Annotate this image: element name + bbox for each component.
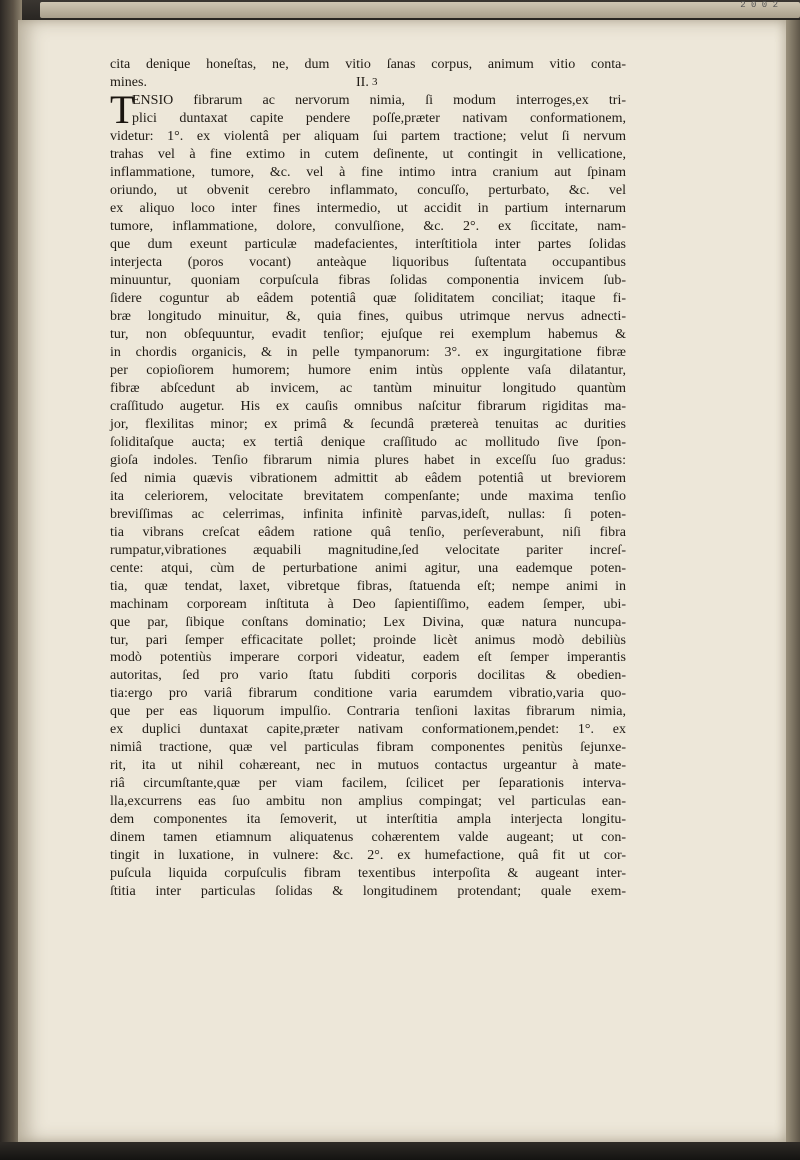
text-line: ita celeriorem, velocitate brevitatem compenſante; unde maxima tenſio bbox=[110, 488, 626, 504]
section-number: II. bbox=[356, 74, 369, 90]
text-line: tia:ergo pro variâ fibrarum conditione varia earumdem vibratio,varia quo- bbox=[110, 686, 626, 702]
text-line: minuuntur, quoniam corpuſcula fibras ſolidas componentia invicem ſub- bbox=[110, 272, 626, 288]
text-line: dinem tamen etiamnum aliquatenus cohærentem valde augeant; ut con- bbox=[110, 830, 626, 846]
text-line: videtur: 1°. ex violentâ per aliquam ſui partem tractione; velut ſi nervum bbox=[110, 128, 626, 144]
text-line: bræ longitudo minuitur, &, quia fines, quibus utrimque nervus adnecti- bbox=[110, 308, 626, 324]
text-line: rumpatur,vibrationes æquabili magnitudine,ſed velocitate pariter increſ- bbox=[110, 542, 626, 558]
text-line: ex duplici duntaxat capite,præter nativam conformationem,pendet: 1°. ex bbox=[110, 722, 626, 738]
text-line: autoritas, ſed pro vario ſtatu ſubditi corporis docilitas & obedien- bbox=[110, 668, 626, 684]
text-line: craſſitudo augetur. His ex cauſis omnibus naſcitur fibrarum rigiditas ma- bbox=[110, 398, 626, 414]
text-line: gioſa indoles. Tenſio fibrarum nimia plures habet in exceſſu ſuo gradus: bbox=[110, 452, 626, 468]
text-line: que par, ſibique conſtans dominatio; Lex Divina, quæ natura nuncupa- bbox=[110, 614, 626, 630]
page-text-block bbox=[110, 56, 626, 901]
text-line: machinam corpoream inſtituta à Deo ſapientiſſimo, eadem ſemper, ubi- bbox=[110, 596, 626, 612]
text-line: tur, non obſequuntur, evadit tenſior; ejuſque rei exemplum habemus & bbox=[110, 326, 626, 342]
text-line: oriundo, ut obvenit cerebro inflammato, concuſſo, perturbato, &c. vel bbox=[110, 182, 626, 198]
text-line bbox=[110, 74, 626, 92]
text-line: tia, quæ tendat, laxet, vibretque fibras, ſtatuenda eſt; nempe animi in bbox=[110, 578, 626, 594]
text-line: lla,excurrens eas ſuo ambitu non amplius compingat; vel particulas ean- bbox=[110, 794, 626, 810]
text-line: rit, ita ut nihil cohæreant, nec in mutuos contactus urgeantur à mate- bbox=[110, 758, 626, 774]
text-line: ſtitia inter particulas ſolidas & longitudinem protendant; quale exem- bbox=[110, 884, 626, 900]
corner-mark: 2 0 0 2 bbox=[740, 0, 778, 10]
text-line: per copioſiorem humorem; humore enim intùs opplente vaſa dilatantur, bbox=[110, 362, 626, 378]
page-number: 3 bbox=[372, 76, 378, 88]
text-line: plici duntaxat capite pendere poſſe,præter nativam conformationem, bbox=[132, 110, 626, 126]
text-line: ex aliquo loco inter fines intermedio, ut accidit in partium internarum bbox=[110, 200, 626, 216]
text-line: que per eas liquorum impulſio. Contraria tenſioni laxitas fibrarum nimia, bbox=[110, 704, 626, 720]
text-line: trahas vel à fine extimo in cutem deſinente, ut contingit in vellicatione, bbox=[110, 146, 626, 162]
text-line: interjecta (poros vocant) anteàque liquoribus ſuſtentata occupantibus bbox=[110, 254, 626, 270]
text-line: in chordis organicis, & in pelle tympanorum: 3°. ex ingurgitatione fibræ bbox=[110, 344, 626, 360]
text-line: cente: atqui, cùm de perturbatione animi agitur, una eademque poten- bbox=[110, 560, 626, 576]
text-line: ENSIO fibrarum ac nervorum nimia, ſi modum interroges,ex tri- bbox=[132, 92, 626, 108]
text-line: riâ circumſtante,quæ per viam facilem, ſcilicet per ſeparationis interva- bbox=[110, 776, 626, 792]
text-line: tingit in luxatione, in vulnere: &c. 2°. ex humefactione, quâ fit ut cor- bbox=[110, 848, 626, 864]
text-line: que dum exeunt particulæ madefacientes, interſtitiola inter partes ſolidas bbox=[110, 236, 626, 252]
text-line: inflammatione, tumore, &c. vel à fine intimo intra cranium aut ſpinam bbox=[110, 164, 626, 180]
text-line: tumore, inflammatione, dolore, convulſione, &c. 2°. ex ſiccitate, nam- bbox=[110, 218, 626, 234]
text-line: tia vibrans creſcat eâdem ratione quâ tenſio, perſeverabunt, niſi fibra bbox=[110, 524, 626, 540]
text-line: jor, flexilitas minor; ex primâ & ſecundâ prætereà tenuitas ac durities bbox=[110, 416, 626, 432]
text-line: modò potentiùs imperare corpori videatur, eadem eſt ſemper imperantis bbox=[110, 650, 626, 666]
text-line: tur, pari ſemper efficacitate pollet; proinde licèt animus modò debiliùs bbox=[110, 632, 626, 648]
text-line: ſed nimia quævis vibrationem admittit ab eâdem potentiâ ut breviorem bbox=[110, 470, 626, 486]
text-line-content: mines. bbox=[110, 74, 147, 90]
text-line: ſoliditaſque aucta; ex tertiâ denique craſſitudo ac mollitudo ſive ſpon- bbox=[110, 434, 626, 450]
book-fore-edge bbox=[786, 20, 800, 1160]
text-line: fibræ abſcedunt ab invicem, ac tantùm minuitur longitudo quantùm bbox=[110, 380, 626, 396]
text-line: ſidere coguntur ab eâdem potentiâ quæ ſoliditatem conciliat; itaque fi- bbox=[110, 290, 626, 306]
text-line: dem componentes ita ſemoverit, ut interſtitia ampla interjecta longitu- bbox=[110, 812, 626, 828]
drop-cap-initial: T bbox=[110, 87, 135, 132]
text-line: nimiâ tractione, quæ vel particulas fibram componentes penitùs ſejunxe- bbox=[110, 740, 626, 756]
book-bottom-edge bbox=[0, 1142, 800, 1160]
text-line: puſcula liquida corpuſculis fibram texentibus interpoſita & augeant inter- bbox=[110, 866, 626, 882]
text-line: cita denique honeſtas, ne, dum vitio ſanas corpus, animum vitio conta- bbox=[110, 57, 626, 72]
text-line: breviſſimas ac celerrimas, infinita infinitè parvas,ideſt, nullas: ſi poten- bbox=[110, 506, 626, 522]
